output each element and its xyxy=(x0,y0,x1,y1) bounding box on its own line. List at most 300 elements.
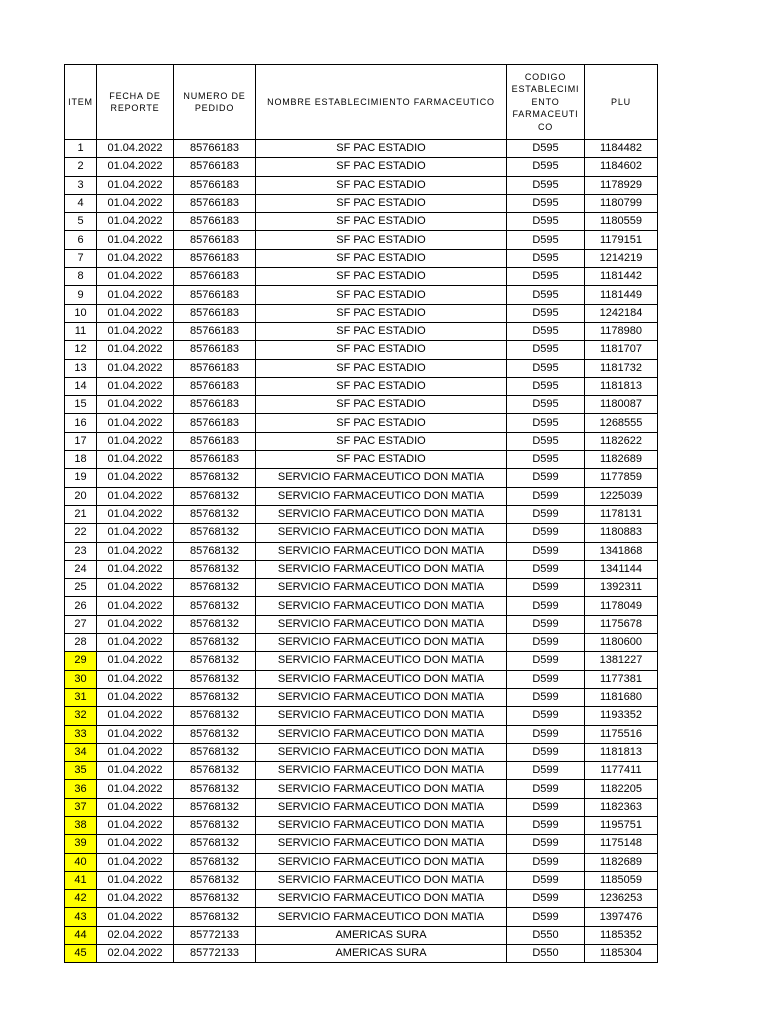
table-row xyxy=(65,908,658,926)
table-row xyxy=(65,798,658,816)
cell-fecha-reporte: 01.04.2022 xyxy=(97,377,174,395)
cell-nombre-establecimiento: SERVICIO FARMACEUTICO DON MATIA xyxy=(256,688,507,706)
cell-plu: 1195751 xyxy=(585,816,658,834)
table-row xyxy=(65,615,658,633)
cell-codigo-establecimiento: D595 xyxy=(507,414,585,432)
cell-fecha-reporte: 01.04.2022 xyxy=(97,652,174,670)
cell-plu: 1268555 xyxy=(585,414,658,432)
cell-plu: 1341144 xyxy=(585,560,658,578)
table-row xyxy=(65,432,658,450)
cell-item: 4 xyxy=(65,194,97,212)
table-row xyxy=(65,926,658,944)
cell-nombre-establecimiento: SF PAC ESTADIO xyxy=(256,231,507,249)
cell-numero-pedido: 85768132 xyxy=(174,542,256,560)
cell-fecha-reporte: 01.04.2022 xyxy=(97,396,174,414)
cell-item: 42 xyxy=(65,890,97,908)
cell-nombre-establecimiento: SF PAC ESTADIO xyxy=(256,322,507,340)
cell-numero-pedido: 85766183 xyxy=(174,341,256,359)
cell-codigo-establecimiento: D599 xyxy=(507,688,585,706)
cell-item: 30 xyxy=(65,670,97,688)
cell-numero-pedido: 85766183 xyxy=(174,213,256,231)
cell-nombre-establecimiento: SF PAC ESTADIO xyxy=(256,341,507,359)
cell-numero-pedido: 85766183 xyxy=(174,140,256,158)
cell-nombre-establecimiento: SF PAC ESTADIO xyxy=(256,377,507,395)
cell-codigo-establecimiento: D599 xyxy=(507,615,585,633)
cell-plu: 1182689 xyxy=(585,451,658,469)
cell-numero-pedido: 85766183 xyxy=(174,414,256,432)
cell-codigo-establecimiento: D595 xyxy=(507,322,585,340)
cell-nombre-establecimiento: SERVICIO FARMACEUTICO DON MATIA xyxy=(256,871,507,889)
table-row xyxy=(65,542,658,560)
cell-plu: 1184602 xyxy=(585,158,658,176)
cell-item: 37 xyxy=(65,798,97,816)
table-row xyxy=(65,213,658,231)
cell-nombre-establecimiento: SF PAC ESTADIO xyxy=(256,286,507,304)
cell-item: 8 xyxy=(65,268,97,286)
cell-fecha-reporte: 01.04.2022 xyxy=(97,304,174,322)
cell-plu: 1225039 xyxy=(585,487,658,505)
cell-item: 27 xyxy=(65,615,97,633)
cell-plu: 1182205 xyxy=(585,780,658,798)
cell-plu: 1185059 xyxy=(585,871,658,889)
header-codigo-establecimiento: CODIGO ESTABLECIMI ENTO FARMACEUTI CO xyxy=(507,65,585,140)
table-row xyxy=(65,835,658,853)
cell-codigo-establecimiento: D599 xyxy=(507,524,585,542)
cell-fecha-reporte: 01.04.2022 xyxy=(97,194,174,212)
cell-nombre-establecimiento: SERVICIO FARMACEUTICO DON MATIA xyxy=(256,505,507,523)
cell-plu: 1381227 xyxy=(585,652,658,670)
cell-codigo-establecimiento: D599 xyxy=(507,560,585,578)
cell-codigo-establecimiento: D599 xyxy=(507,780,585,798)
cell-numero-pedido: 85766183 xyxy=(174,304,256,322)
cell-plu: 1242184 xyxy=(585,304,658,322)
table-row xyxy=(65,304,658,322)
cell-fecha-reporte: 01.04.2022 xyxy=(97,597,174,615)
table-row xyxy=(65,524,658,542)
cell-item: 39 xyxy=(65,835,97,853)
cell-item: 9 xyxy=(65,286,97,304)
cell-nombre-establecimiento: SERVICIO FARMACEUTICO DON MATIA xyxy=(256,798,507,816)
header-numero-pedido: NUMERO DE PEDIDO xyxy=(174,65,256,140)
cell-fecha-reporte: 02.04.2022 xyxy=(97,945,174,963)
cell-item: 11 xyxy=(65,322,97,340)
cell-item: 23 xyxy=(65,542,97,560)
table-row xyxy=(65,268,658,286)
cell-item: 2 xyxy=(65,158,97,176)
table-row xyxy=(65,359,658,377)
table-row xyxy=(65,140,658,158)
cell-numero-pedido: 85768132 xyxy=(174,835,256,853)
cell-codigo-establecimiento: D595 xyxy=(507,432,585,450)
cell-nombre-establecimiento: SERVICIO FARMACEUTICO DON MATIA xyxy=(256,707,507,725)
cell-numero-pedido: 85766183 xyxy=(174,377,256,395)
cell-item: 6 xyxy=(65,231,97,249)
cell-numero-pedido: 85768132 xyxy=(174,615,256,633)
table-row xyxy=(65,597,658,615)
cell-numero-pedido: 85766183 xyxy=(174,432,256,450)
cell-numero-pedido: 85768132 xyxy=(174,725,256,743)
cell-nombre-establecimiento: SERVICIO FARMACEUTICO DON MATIA xyxy=(256,487,507,505)
cell-nombre-establecimiento: SERVICIO FARMACEUTICO DON MATIA xyxy=(256,908,507,926)
cell-codigo-establecimiento: D599 xyxy=(507,762,585,780)
cell-plu: 1182689 xyxy=(585,853,658,871)
cell-codigo-establecimiento: D595 xyxy=(507,194,585,212)
cell-numero-pedido: 85766183 xyxy=(174,249,256,267)
cell-numero-pedido: 85768132 xyxy=(174,871,256,889)
cell-fecha-reporte: 01.04.2022 xyxy=(97,835,174,853)
cell-numero-pedido: 85766183 xyxy=(174,194,256,212)
cell-item: 40 xyxy=(65,853,97,871)
cell-item: 38 xyxy=(65,816,97,834)
table-row xyxy=(65,945,658,963)
cell-codigo-establecimiento: D599 xyxy=(507,853,585,871)
cell-codigo-establecimiento: D599 xyxy=(507,890,585,908)
cell-item: 5 xyxy=(65,213,97,231)
cell-nombre-establecimiento: SERVICIO FARMACEUTICO DON MATIA xyxy=(256,469,507,487)
cell-fecha-reporte: 01.04.2022 xyxy=(97,542,174,560)
cell-codigo-establecimiento: D599 xyxy=(507,871,585,889)
cell-plu: 1175678 xyxy=(585,615,658,633)
cell-plu: 1180087 xyxy=(585,396,658,414)
cell-codigo-establecimiento: D595 xyxy=(507,341,585,359)
cell-nombre-establecimiento: SERVICIO FARMACEUTICO DON MATIA xyxy=(256,652,507,670)
cell-plu: 1178131 xyxy=(585,505,658,523)
cell-nombre-establecimiento: SERVICIO FARMACEUTICO DON MATIA xyxy=(256,634,507,652)
cell-codigo-establecimiento: D595 xyxy=(507,396,585,414)
cell-nombre-establecimiento: SERVICIO FARMACEUTICO DON MATIA xyxy=(256,835,507,853)
cell-nombre-establecimiento: SERVICIO FARMACEUTICO DON MATIA xyxy=(256,615,507,633)
cell-nombre-establecimiento: SERVICIO FARMACEUTICO DON MATIA xyxy=(256,816,507,834)
cell-fecha-reporte: 01.04.2022 xyxy=(97,725,174,743)
cell-numero-pedido: 85768132 xyxy=(174,707,256,725)
cell-item: 41 xyxy=(65,871,97,889)
cell-codigo-establecimiento: D595 xyxy=(507,158,585,176)
cell-fecha-reporte: 01.04.2022 xyxy=(97,322,174,340)
cell-item: 44 xyxy=(65,926,97,944)
table-row xyxy=(65,249,658,267)
table-row xyxy=(65,743,658,761)
table-row xyxy=(65,414,658,432)
cell-item: 16 xyxy=(65,414,97,432)
cell-numero-pedido: 85768132 xyxy=(174,560,256,578)
cell-plu: 1178929 xyxy=(585,176,658,194)
cell-fecha-reporte: 01.04.2022 xyxy=(97,432,174,450)
cell-fecha-reporte: 01.04.2022 xyxy=(97,798,174,816)
cell-numero-pedido: 85766183 xyxy=(174,268,256,286)
table-row xyxy=(65,194,658,212)
cell-item: 34 xyxy=(65,743,97,761)
table-row xyxy=(65,670,658,688)
table-row xyxy=(65,780,658,798)
cell-plu: 1180559 xyxy=(585,213,658,231)
cell-numero-pedido: 85768132 xyxy=(174,853,256,871)
cell-plu: 1341868 xyxy=(585,542,658,560)
cell-plu: 1179151 xyxy=(585,231,658,249)
cell-codigo-establecimiento: D599 xyxy=(507,597,585,615)
cell-numero-pedido: 85768132 xyxy=(174,634,256,652)
cell-fecha-reporte: 01.04.2022 xyxy=(97,890,174,908)
cell-numero-pedido: 85768132 xyxy=(174,762,256,780)
cell-nombre-establecimiento: SF PAC ESTADIO xyxy=(256,451,507,469)
cell-nombre-establecimiento: SERVICIO FARMACEUTICO DON MATIA xyxy=(256,780,507,798)
cell-codigo-establecimiento: D599 xyxy=(507,634,585,652)
table-row xyxy=(65,451,658,469)
table-row xyxy=(65,158,658,176)
cell-numero-pedido: 85768132 xyxy=(174,487,256,505)
cell-numero-pedido: 85768132 xyxy=(174,670,256,688)
cell-item: 45 xyxy=(65,945,97,963)
cell-fecha-reporte: 01.04.2022 xyxy=(97,634,174,652)
header-plu: PLU xyxy=(585,65,658,140)
table-row xyxy=(65,560,658,578)
cell-codigo-establecimiento: D599 xyxy=(507,469,585,487)
table-row xyxy=(65,579,658,597)
cell-numero-pedido: 85766183 xyxy=(174,158,256,176)
cell-nombre-establecimiento: SERVICIO FARMACEUTICO DON MATIA xyxy=(256,524,507,542)
cell-numero-pedido: 85768132 xyxy=(174,505,256,523)
cell-fecha-reporte: 01.04.2022 xyxy=(97,249,174,267)
cell-item: 19 xyxy=(65,469,97,487)
table-row xyxy=(65,890,658,908)
cell-numero-pedido: 85768132 xyxy=(174,798,256,816)
cell-numero-pedido: 85768132 xyxy=(174,469,256,487)
cell-codigo-establecimiento: D599 xyxy=(507,652,585,670)
cell-nombre-establecimiento: SERVICIO FARMACEUTICO DON MATIA xyxy=(256,762,507,780)
cell-nombre-establecimiento: SF PAC ESTADIO xyxy=(256,432,507,450)
cell-fecha-reporte: 01.04.2022 xyxy=(97,176,174,194)
cell-fecha-reporte: 01.04.2022 xyxy=(97,707,174,725)
cell-plu: 1392311 xyxy=(585,579,658,597)
cell-codigo-establecimiento: D595 xyxy=(507,377,585,395)
table-row xyxy=(65,322,658,340)
cell-nombre-establecimiento: SF PAC ESTADIO xyxy=(256,268,507,286)
cell-plu: 1182363 xyxy=(585,798,658,816)
cell-numero-pedido: 85766183 xyxy=(174,451,256,469)
cell-nombre-establecimiento: SF PAC ESTADIO xyxy=(256,359,507,377)
cell-fecha-reporte: 01.04.2022 xyxy=(97,743,174,761)
table-row xyxy=(65,469,658,487)
cell-numero-pedido: 85766183 xyxy=(174,231,256,249)
cell-codigo-establecimiento: D599 xyxy=(507,816,585,834)
cell-plu: 1175516 xyxy=(585,725,658,743)
cell-numero-pedido: 85768132 xyxy=(174,890,256,908)
table-row xyxy=(65,487,658,505)
table-row xyxy=(65,396,658,414)
cell-item: 28 xyxy=(65,634,97,652)
cell-numero-pedido: 85768132 xyxy=(174,816,256,834)
cell-codigo-establecimiento: D599 xyxy=(507,579,585,597)
cell-plu: 1214219 xyxy=(585,249,658,267)
cell-plu: 1181813 xyxy=(585,377,658,395)
cell-item: 22 xyxy=(65,524,97,542)
table-row xyxy=(65,505,658,523)
cell-numero-pedido: 85772133 xyxy=(174,926,256,944)
cell-codigo-establecimiento: D550 xyxy=(507,945,585,963)
cell-codigo-establecimiento: D595 xyxy=(507,268,585,286)
cell-fecha-reporte: 01.04.2022 xyxy=(97,670,174,688)
cell-numero-pedido: 85766183 xyxy=(174,396,256,414)
cell-plu: 1181813 xyxy=(585,743,658,761)
cell-nombre-establecimiento: SF PAC ESTADIO xyxy=(256,158,507,176)
table-row xyxy=(65,707,658,725)
cell-codigo-establecimiento: D599 xyxy=(507,908,585,926)
cell-item: 10 xyxy=(65,304,97,322)
cell-item: 36 xyxy=(65,780,97,798)
cell-plu: 1181442 xyxy=(585,268,658,286)
cell-item: 17 xyxy=(65,432,97,450)
table-row xyxy=(65,853,658,871)
header-nombre-establecimiento: NOMBRE ESTABLECIMIENTO FARMACEUTICO xyxy=(256,65,507,140)
cell-nombre-establecimiento: SF PAC ESTADIO xyxy=(256,213,507,231)
cell-nombre-establecimiento: SERVICIO FARMACEUTICO DON MATIA xyxy=(256,853,507,871)
table-row xyxy=(65,816,658,834)
cell-codigo-establecimiento: D599 xyxy=(507,743,585,761)
table-row xyxy=(65,762,658,780)
cell-fecha-reporte: 01.04.2022 xyxy=(97,158,174,176)
cell-codigo-establecimiento: D599 xyxy=(507,487,585,505)
cell-plu: 1181732 xyxy=(585,359,658,377)
cell-fecha-reporte: 01.04.2022 xyxy=(97,341,174,359)
cell-codigo-establecimiento: D599 xyxy=(507,505,585,523)
cell-nombre-establecimiento: SF PAC ESTADIO xyxy=(256,396,507,414)
cell-plu: 1177859 xyxy=(585,469,658,487)
cell-fecha-reporte: 01.04.2022 xyxy=(97,579,174,597)
cell-codigo-establecimiento: D599 xyxy=(507,725,585,743)
cell-fecha-reporte: 01.04.2022 xyxy=(97,688,174,706)
table-row xyxy=(65,377,658,395)
cell-fecha-reporte: 01.04.2022 xyxy=(97,487,174,505)
cell-codigo-establecimiento: D599 xyxy=(507,670,585,688)
cell-plu: 1182622 xyxy=(585,432,658,450)
table-row xyxy=(65,634,658,652)
cell-item: 26 xyxy=(65,597,97,615)
cell-codigo-establecimiento: D550 xyxy=(507,926,585,944)
cell-item: 15 xyxy=(65,396,97,414)
cell-fecha-reporte: 01.04.2022 xyxy=(97,560,174,578)
cell-nombre-establecimiento: AMERICAS SURA xyxy=(256,945,507,963)
cell-numero-pedido: 85766183 xyxy=(174,359,256,377)
cell-nombre-establecimiento: SF PAC ESTADIO xyxy=(256,249,507,267)
cell-numero-pedido: 85768132 xyxy=(174,524,256,542)
cell-item: 32 xyxy=(65,707,97,725)
cell-item: 7 xyxy=(65,249,97,267)
cell-fecha-reporte: 01.04.2022 xyxy=(97,505,174,523)
header-row xyxy=(65,65,658,140)
cell-fecha-reporte: 01.04.2022 xyxy=(97,615,174,633)
cell-plu: 1181707 xyxy=(585,341,658,359)
cell-nombre-establecimiento: SERVICIO FARMACEUTICO DON MATIA xyxy=(256,743,507,761)
cell-nombre-establecimiento: SF PAC ESTADIO xyxy=(256,194,507,212)
cell-numero-pedido: 85768132 xyxy=(174,743,256,761)
cell-plu: 1181449 xyxy=(585,286,658,304)
cell-codigo-establecimiento: D595 xyxy=(507,359,585,377)
report-table xyxy=(64,64,658,963)
cell-plu: 1181680 xyxy=(585,688,658,706)
cell-fecha-reporte: 01.04.2022 xyxy=(97,140,174,158)
cell-plu: 1175148 xyxy=(585,835,658,853)
cell-item: 21 xyxy=(65,505,97,523)
cell-item: 25 xyxy=(65,579,97,597)
cell-nombre-establecimiento: SERVICIO FARMACEUTICO DON MATIA xyxy=(256,725,507,743)
cell-item: 33 xyxy=(65,725,97,743)
cell-fecha-reporte: 01.04.2022 xyxy=(97,414,174,432)
cell-fecha-reporte: 01.04.2022 xyxy=(97,780,174,798)
cell-codigo-establecimiento: D595 xyxy=(507,231,585,249)
cell-plu: 1180799 xyxy=(585,194,658,212)
cell-plu: 1180883 xyxy=(585,524,658,542)
cell-numero-pedido: 85768132 xyxy=(174,908,256,926)
cell-nombre-establecimiento: SERVICIO FARMACEUTICO DON MATIA xyxy=(256,542,507,560)
table-body xyxy=(65,140,658,963)
cell-item: 29 xyxy=(65,652,97,670)
header-fecha-reporte: FECHA DE REPORTE xyxy=(97,65,174,140)
cell-codigo-establecimiento: D599 xyxy=(507,798,585,816)
cell-fecha-reporte: 01.04.2022 xyxy=(97,469,174,487)
cell-item: 1 xyxy=(65,140,97,158)
cell-item: 12 xyxy=(65,341,97,359)
cell-item: 43 xyxy=(65,908,97,926)
cell-nombre-establecimiento: SERVICIO FARMACEUTICO DON MATIA xyxy=(256,670,507,688)
cell-codigo-establecimiento: D595 xyxy=(507,304,585,322)
cell-plu: 1397476 xyxy=(585,908,658,926)
cell-nombre-establecimiento: SERVICIO FARMACEUTICO DON MATIA xyxy=(256,890,507,908)
cell-numero-pedido: 85766183 xyxy=(174,176,256,194)
cell-item: 14 xyxy=(65,377,97,395)
cell-nombre-establecimiento: SERVICIO FARMACEUTICO DON MATIA xyxy=(256,560,507,578)
cell-plu: 1177381 xyxy=(585,670,658,688)
cell-codigo-establecimiento: D595 xyxy=(507,213,585,231)
cell-numero-pedido: 85768132 xyxy=(174,579,256,597)
cell-plu: 1184482 xyxy=(585,140,658,158)
cell-item: 35 xyxy=(65,762,97,780)
cell-fecha-reporte: 01.04.2022 xyxy=(97,524,174,542)
cell-numero-pedido: 85768132 xyxy=(174,780,256,798)
cell-numero-pedido: 85772133 xyxy=(174,945,256,963)
cell-nombre-establecimiento: SERVICIO FARMACEUTICO DON MATIA xyxy=(256,579,507,597)
cell-codigo-establecimiento: D599 xyxy=(507,707,585,725)
cell-nombre-establecimiento: SF PAC ESTADIO xyxy=(256,304,507,322)
cell-codigo-establecimiento: D599 xyxy=(507,835,585,853)
cell-plu: 1185304 xyxy=(585,945,658,963)
cell-plu: 1177411 xyxy=(585,762,658,780)
cell-nombre-establecimiento: SERVICIO FARMACEUTICO DON MATIA xyxy=(256,597,507,615)
table-row xyxy=(65,871,658,889)
cell-numero-pedido: 85768132 xyxy=(174,597,256,615)
table-row xyxy=(65,652,658,670)
cell-codigo-establecimiento: D595 xyxy=(507,286,585,304)
table-row xyxy=(65,286,658,304)
cell-item: 31 xyxy=(65,688,97,706)
cell-codigo-establecimiento: D595 xyxy=(507,451,585,469)
cell-numero-pedido: 85766183 xyxy=(174,286,256,304)
cell-item: 20 xyxy=(65,487,97,505)
table-row xyxy=(65,231,658,249)
cell-numero-pedido: 85766183 xyxy=(174,322,256,340)
cell-codigo-establecimiento: D595 xyxy=(507,176,585,194)
table-row xyxy=(65,725,658,743)
cell-fecha-reporte: 01.04.2022 xyxy=(97,268,174,286)
cell-plu: 1236253 xyxy=(585,890,658,908)
cell-plu: 1178049 xyxy=(585,597,658,615)
cell-item: 24 xyxy=(65,560,97,578)
table-row xyxy=(65,176,658,194)
cell-nombre-establecimiento: AMERICAS SURA xyxy=(256,926,507,944)
cell-item: 18 xyxy=(65,451,97,469)
header-item: ITEM xyxy=(65,65,97,140)
cell-plu: 1180600 xyxy=(585,634,658,652)
cell-numero-pedido: 85768132 xyxy=(174,688,256,706)
cell-numero-pedido: 85768132 xyxy=(174,652,256,670)
